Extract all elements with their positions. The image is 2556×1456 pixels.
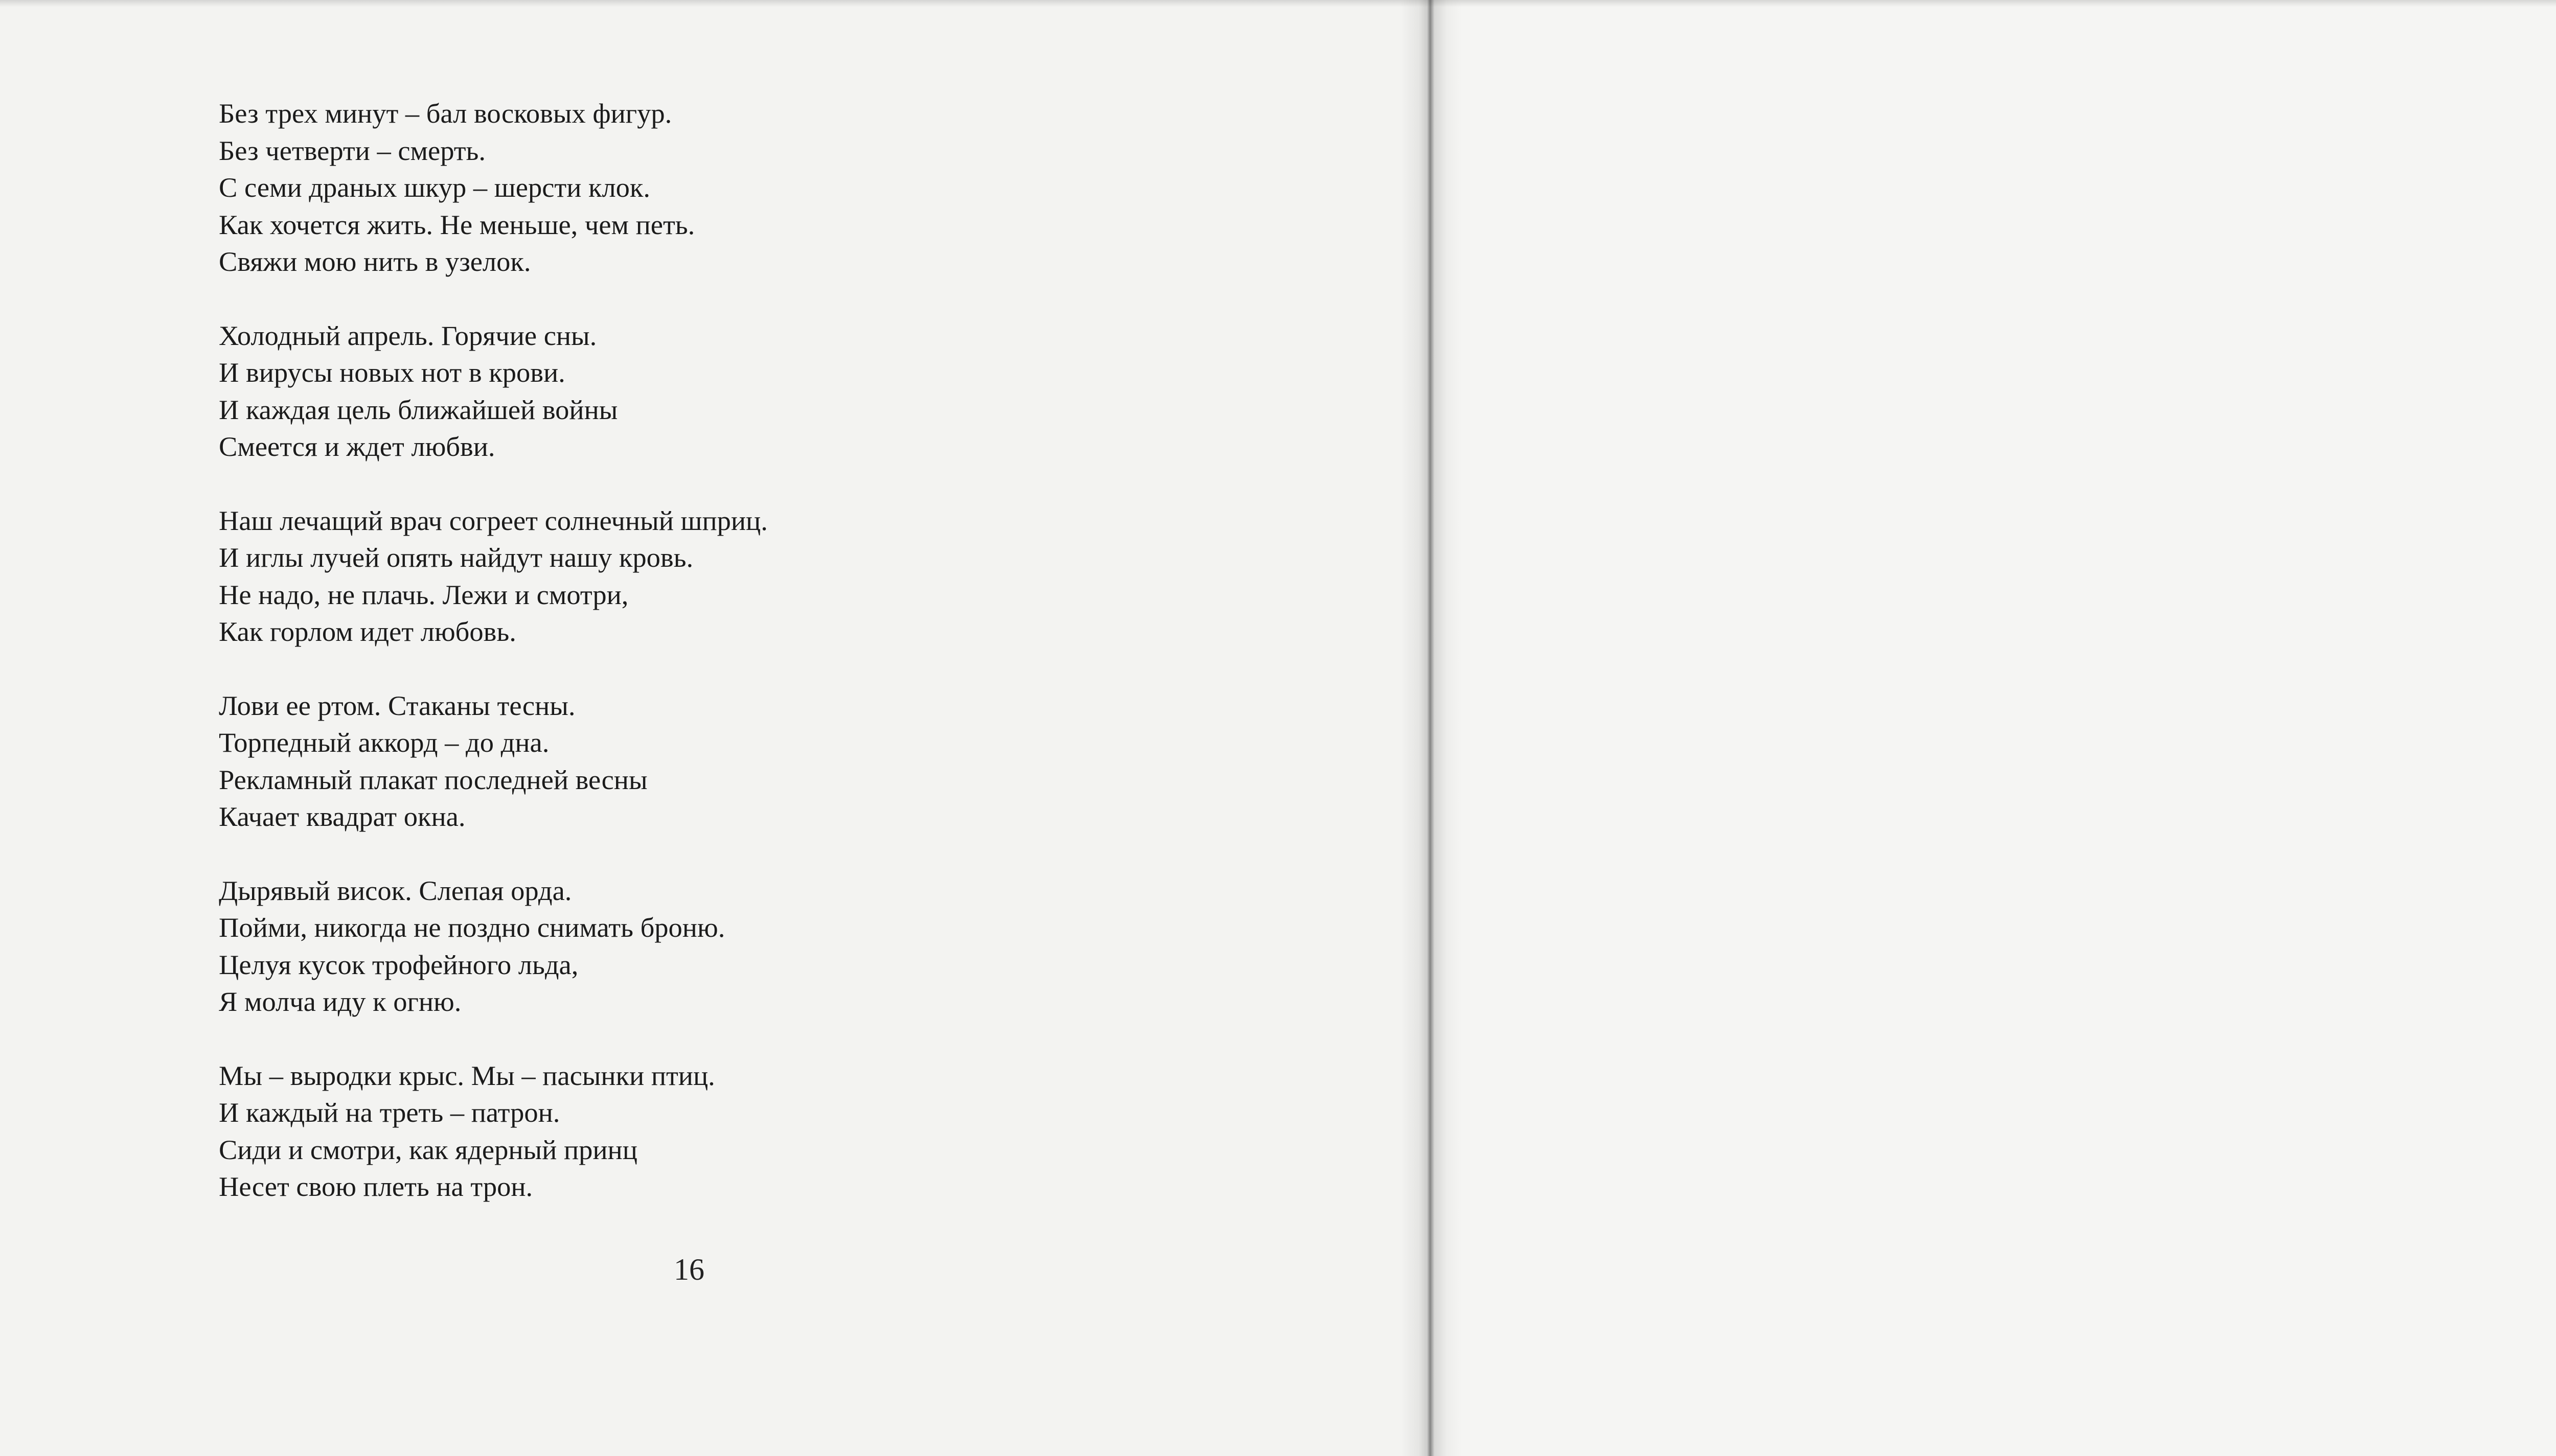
verse-line: И каждая цель ближайшей войны: [219, 394, 618, 425]
verse-line: Пойми, никогда не поздно снимать броню.: [219, 912, 725, 943]
right-page: [1426, 0, 2556, 1456]
stanza: [219, 317, 768, 466]
stanza: [219, 502, 768, 651]
verse-line: С семи драных шкур – шерсти клок.: [219, 172, 651, 203]
page-top-edge: [0, 0, 2556, 7]
verse-line: И иглы лучей опять найдут нашу кровь.: [219, 542, 694, 573]
verse-line: Целуя кусок трофейного льда,: [219, 949, 579, 980]
stanza: [219, 872, 768, 1021]
verse-line: И вирусы новых нот в крови.: [219, 357, 565, 388]
verse-line: Качает квадрат окна.: [219, 801, 466, 832]
stanza: [219, 95, 768, 281]
verse-line: Как горлом идет любовь.: [219, 616, 516, 647]
verse-line: Без четверти – смерть.: [219, 134, 486, 166]
verse-line: Торпедный аккорд – до дна.: [219, 727, 550, 758]
verse-line: Я молча иду к огню.: [219, 986, 462, 1017]
verse-line: Холодный апрель. Горячие сны.: [219, 319, 597, 351]
verse-line: Дырявый висок. Слепая орда.: [219, 874, 572, 906]
verse-line: Мы – выродки крыс. Мы – пасынки птиц.: [219, 1059, 715, 1091]
verse-line: Свяжи мою нить в узелок.: [219, 246, 531, 277]
verse-line: Лови ее ртом. Стаканы тесны.: [219, 689, 576, 721]
verse-line: Сиди и смотри, как ядерный принц: [219, 1134, 637, 1165]
verse-line: Смеется и ждет любви.: [219, 431, 495, 462]
page-number-left: 16: [674, 1253, 704, 1286]
verse-line: Не надо, не плачь. Лежи и смотри,: [219, 579, 629, 610]
verse-line: Рекламный плакат последней весны: [219, 764, 648, 795]
verse-line: И каждый на треть – патрон.: [219, 1097, 560, 1128]
left-poem-text: [219, 95, 768, 1242]
verse-line: Как хочется жить. Не меньше, чем петь.: [219, 209, 695, 240]
stanza: [219, 1057, 768, 1206]
verse-line: Без трех минут – бал восковых фигур.: [219, 98, 672, 129]
stanza: [219, 687, 768, 836]
verse-line: Наш лечащий врач согреет солнечный шприц.: [219, 504, 768, 536]
verse-line: Несет свою плеть на трон.: [219, 1171, 533, 1202]
